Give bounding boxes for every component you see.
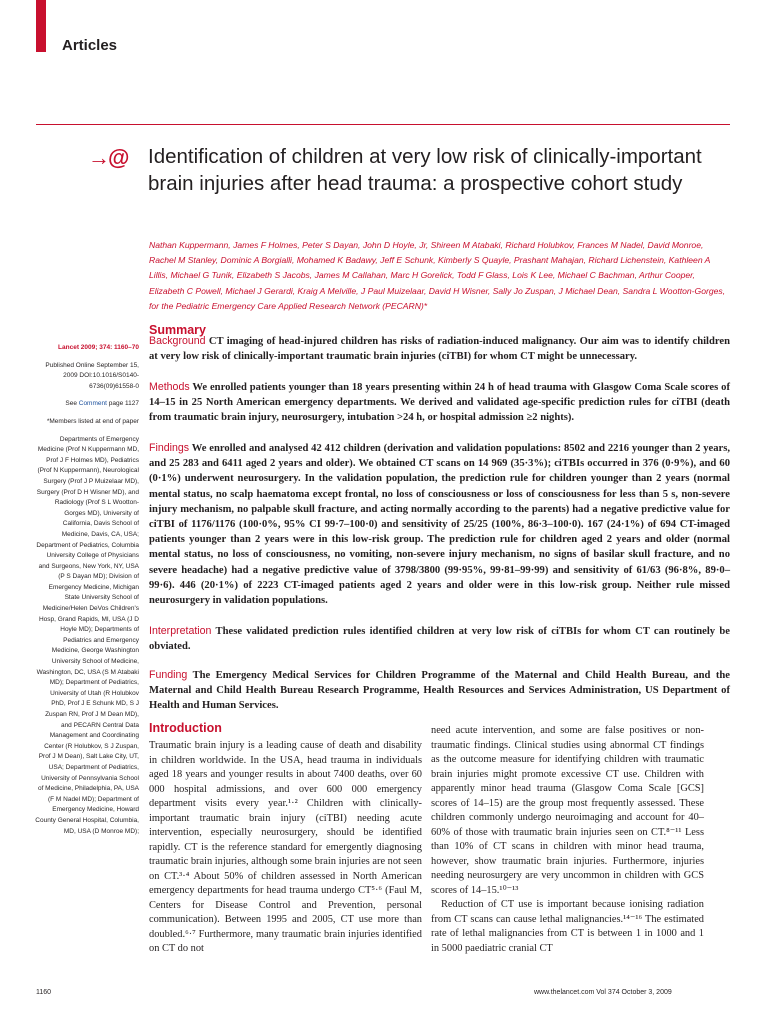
abstract-findings: Findings We enrolled and analysed 42 412 children (derivation and validation populations: 8502 and 2216 younger than 2 years, and 25 283 and 6411 aged 2 years and older). We obtained CT scans on 14 969 (35·3%); ciTBIs occurred in 376 (0·9%), and 60 (0·1%) underwent neurosurgery. In the validation population, the prediction rule for children younger than 2 years (normal mental status, no scalp haematoma except frontal, no loss of consciousness or loss of consciousness for less than 5 s, non-severe injury mechanism, no palpable skull fracture, and acting normally according to the parents) had a negative predictive value for ciTBI of 1176/1176 (100·0%, 95% CI 99·7–100·0) and sensitivity of 25/25 (100%, 86·3–100·0). 167 (24·1%) of 694 CT-imaged patients younger than 2 years were in this low-risk group. The prediction rule for children aged 2 years and older (normal mental status, no loss of consciousness, no vomiting, non-severe injury mechanism, no signs of basilar skull fracture, and no severe headache) had a negative predictive value of 3798/3800 (99·95%, 99·81–99·99) and sensitivity of 61/63 (96·8%, 89·0–99·6). 446 (20·1%) of 2223 CT-imaged patients aged 2 years and older were in this low-risk group. Neither rule missed neurosurgery in validation populations. xyxy=(149,442,730,607)
article-title: Identification of children at very low risk of clinically-important brain injuries after head trauma: a prospective cohort study xyxy=(148,145,702,195)
author-list: Nathan Kuppermann, James F Holmes, Peter S Dayan, John D Hoyle, Jr, Shireen M Atabaki, Richard Holubkov, Frances M Nadel, David Monroe, Rachel M Stanley, Dominic A Borgialli, Mohamed K Badawy, Jeff E Schunk, Kimberly S Quayle, Prashant Mahajan, Richard Lichenstein, Kathleen A Lillis, Michael G Tunik, Elizabeth S Jacobs, James M Callahan, Marc H Gorelick, Todd F Glass, Lois K Lee, Michael C Bachman, Arthur Cooper, Elizabeth C Powell, Michael J Gerardi, Kraig A Melville, J Paul Muizelaar, David H Wisner, Sally Jo Zuspan, J Michael Dean, Sandra L Wootton-Gorges, for the Pediatric Emergency Care Applied Research Network (PECARN)* xyxy=(149,240,726,311)
comment-link[interactable]: Comment xyxy=(78,400,107,408)
header-rule xyxy=(36,124,730,125)
summary-heading: Summary xyxy=(149,323,206,337)
page-number: 1160 xyxy=(36,989,52,996)
open-access-logo-icon: →@ xyxy=(88,145,128,170)
abstract-funding: Funding The Emergency Medical Services for Children Programme of the Maternal and Child Health Bureau, and the Maternal and Child Health Bureau Research Programme, Health Resources and Services Administration, US Department of Health and Human Services. xyxy=(149,669,730,712)
abstract-background: Background CT imaging of head-injured children has risks of radiation-induced malignancy. Our aim was to identify children at very low risk of clinically-important traumatic brain injuries (ciTBI) for whom CT might be unnecessary. xyxy=(149,335,730,363)
author-affiliations: Departments of Emergency Medicine (Prof N Kuppermann MD, Prof J F Holmes MD), Pediatrics (Prof N Kuppermann), Neurological Surgery (Prof J P Muizelaar MD), Surgery (Prof D H Wisner MD), and Radiology (Prof S L Wootton-Gorges MD), University of California, Davis School of Medicine, Davis, CA, USA; Department of Pediatrics, Columbia University College of Physicians and Surgeons, New York, NY, USA (P S Dayan MD); Division of Emergency Medicine, Michigan State University School of Medicine/Helen DeVos Children's Hosp, Grand Rapids, MI, USA (J D Hoyle MD); Departments of Pediatrics and Emergency Medicine, George Washington University School of Medicine, Washington, DC, USA (S M Atabaki MD); Department of Pediatrics, University of Utah (R Holubkov PhD, Prof J E Schunk MD, S J Zuspan RN, Prof J M Dean MD), and PECARN Central Data Management and Coordinating Center (R Holubkov, S J Zuspan, Prof J M Dean), Salt Lake City, UT, USA; Department of Pediatrics, University of Pennsylvania School of Medicine, Philadelphia, PA, USA (F M Nadel MD); Department of Emergency Medicine, Howard County General Hospital, Columbia, MD, USA (D Monroe MD); xyxy=(35,435,139,835)
section-color-bar xyxy=(36,0,46,52)
introduction-column-1: Traumatic brain injury is a leading cause of death and disability in children worldwide. In the USA, head trauma in individuals aged 18 years and younger results in about 7400 deaths, over 60 000 hospital admissions, and over 600 000 emergency department visits every year.¹·² Children with clinically-important traumatic brain injury (ciTBI) needing acute intervention, especially neurosurgery, should be identified rapidly. CT is the reference standard for emergently diagnosing traumatic brain injuries, although some brain injuries are not seen on CT.³·⁴ About 50% of children assessed in North American emergency departments for head trauma undergo CT⁵·⁶ (Faul M, Centers for Disease Control and Prevention, personal communication). Between 1995 and 2005, CT use more than doubled.⁶·⁷ Furthermore, many traumatic brain injuries identified on CT do not xyxy=(149,740,422,954)
section-label: Articles xyxy=(62,37,118,54)
introduction-paragraph: need acute intervention, and some are false positives or non-traumatic findings. Clinical studies using abnormal CT findings as the outcome measure for identifying children with traumatic brain injuries might promote excessive CT use. Children with apparently minor head trauma (Glasgow Coma Scale [GCS] scores of 14–15) are the group most frequently assessed. These children commonly undergo neuroimaging and account for 40–60% of those with traumatic brain injuries seen on CT.⁸⁻¹¹ Less than 10% of CT scans in children with minor head trauma, however, show traumatic brain injuries. Furthermore, injuries needing neurosurgery are very uncommon in children with GCS scores of 14–15.¹⁰⁻¹³ xyxy=(431,725,704,896)
introduction-heading: Introduction xyxy=(149,721,222,735)
comment-reference: See Comment page 1127 xyxy=(65,400,139,408)
article-sidebar xyxy=(34,343,139,844)
publication-info: Published Online September 15, 2009 DOI:10.1016/S0140-6736(09)61558-0 xyxy=(45,361,139,390)
introduction-column-2 xyxy=(431,724,704,956)
introduction-paragraph: Reduction of CT use is important because ionising radiation from CT scans can cause lethal malignancies.¹⁴⁻¹⁶ The estimated rate of lethal malignancies from CT is between 1 in 1000 and 1 in 5000 paediatric cranial CT xyxy=(431,899,704,954)
journal-footer: www.thelancet.com Vol 374 October 3, 2009 xyxy=(534,989,672,996)
members-note: *Members listed at end of paper xyxy=(46,417,139,425)
abstract-methods: Methods We enrolled patients younger than 18 years presenting within 24 h of head trauma with Glasgow Coma Scale scores of 14–15 in 25 North American emergency departments. We derived and validated age-specific prediction rules for ciTBI (death from traumatic brain injury, neurosurgery, intubation >24 h, or hospital admission ≥2 nights). xyxy=(149,381,730,424)
abstract-interpretation: Interpretation These validated prediction rules identified children at very low risk of ciTBIs for whom CT can routinely be obviated. xyxy=(149,625,730,653)
citation: Lancet 2009; 374: 1160–70 xyxy=(58,344,139,351)
